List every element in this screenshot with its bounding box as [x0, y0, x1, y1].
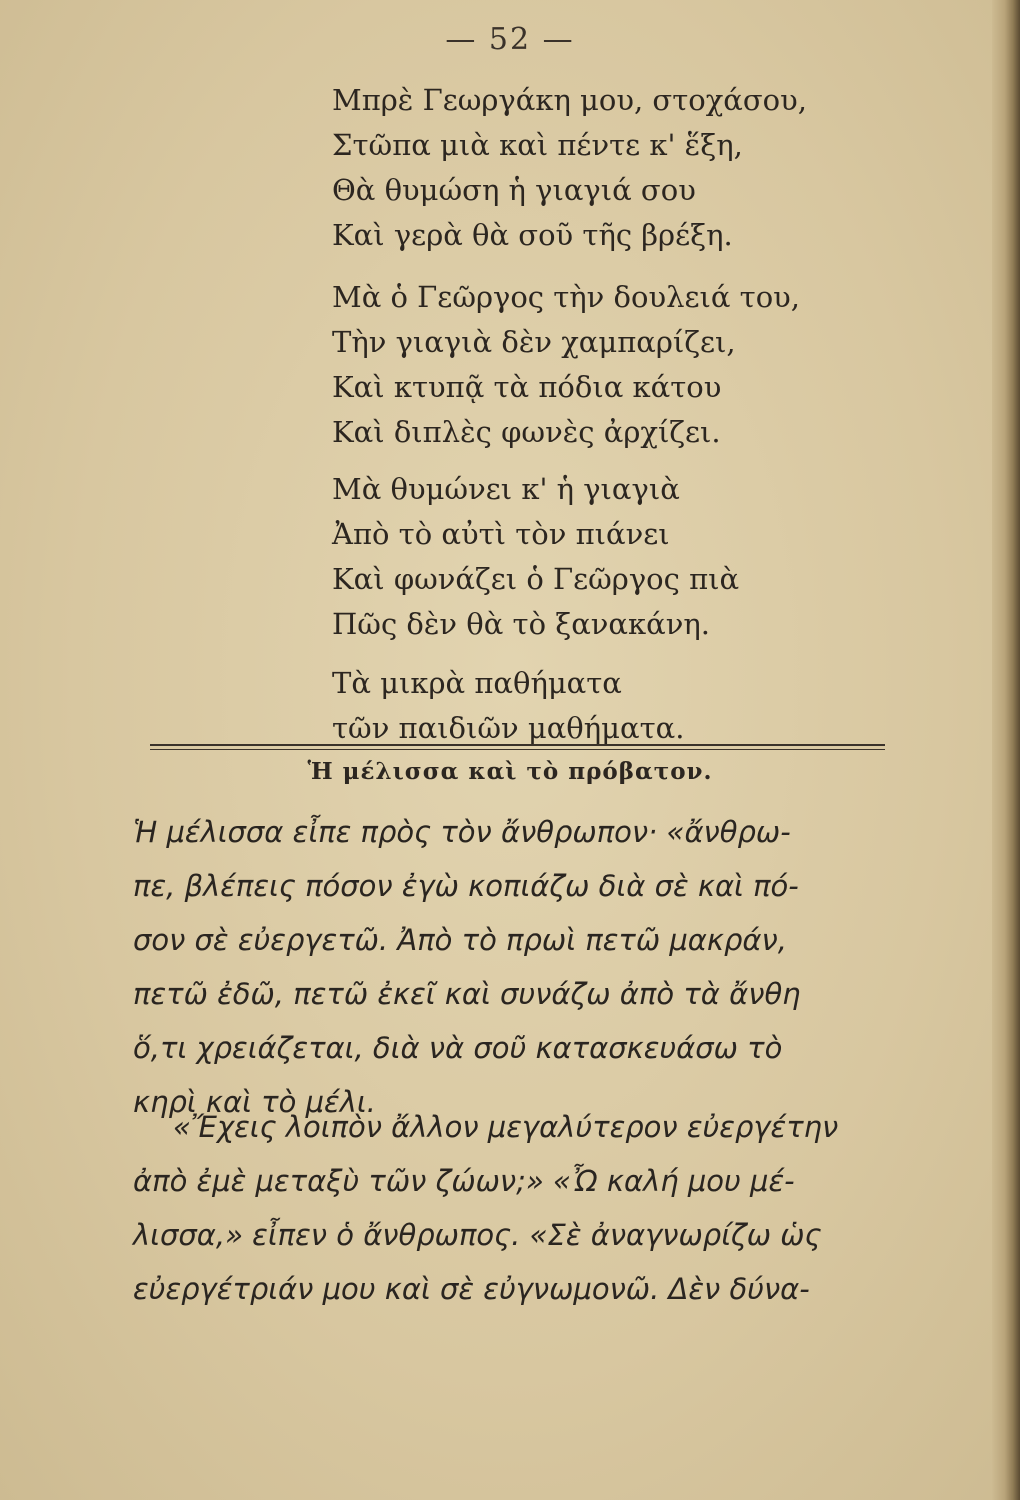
prose-line-text: κηρὶ καὶ τὸ μέλι.: [133, 1085, 376, 1119]
prose-line: [133, 913, 893, 967]
poem-stanza: [332, 275, 812, 455]
prose-line-text: ἀπὸ ἐμὲ μεταξὺ τῶν ζώων;» «Ὦ καλή μου μέ-: [133, 1164, 795, 1198]
fable-paragraph: [133, 805, 893, 1129]
prose-line: [133, 1262, 893, 1316]
poem-line: Μὰ ὁ Γεῶργος τὴν δουλειά του,: [332, 280, 801, 314]
prose-line: [133, 1100, 893, 1154]
poem-line: Πῶς δὲν θὰ τὸ ξανακάνη.: [332, 607, 710, 641]
prose-line-text: πετῶ ἐδῶ, πετῶ ἐκεῖ καὶ συνάζω ἀπὸ τὰ ἄνθη: [133, 977, 801, 1011]
poem-line: Μὰ θυμώνει κ' ἡ γιαγιὰ: [332, 472, 680, 506]
prose-line-text: σον σὲ εὐεργετῶ. Ἀπὸ τὸ πρωὶ πετῶ μακράν,: [133, 923, 787, 957]
poem-line: Καὶ κτυπᾷ τὰ πόδια κάτου: [332, 370, 722, 404]
poem-line: Θὰ θυμώση ἡ γιαγιά σου: [332, 173, 696, 207]
page-binding-edge: [992, 0, 1020, 1500]
section-divider: [150, 744, 885, 746]
prose-line-text: εὐεργέτριάν μου καὶ σὲ εὐγνωμονῶ. Δὲν δύνα-: [133, 1272, 810, 1306]
prose-line-text: ὅ,τι χρειάζεται, διὰ νὰ σοῦ κατασκευάσω τὸ: [133, 1031, 783, 1065]
fable-paragraph: [133, 1100, 893, 1316]
poem-line: Καὶ φωνάζει ὁ Γεῶργος πιὰ: [332, 562, 740, 596]
poem-stanza: [332, 78, 812, 258]
prose-line-text: λισσα,» εἶπεν ὁ ἄνθρωπος. «Σὲ ἀναγνωρίζω ὡς: [133, 1218, 822, 1252]
poem-line: Στῶπα μιὰ καὶ πέντε κ' ἕξη,: [332, 128, 743, 162]
poem-line: Ἀπὸ τὸ αὐτὶ τὸν πιάνει: [332, 517, 670, 551]
poem-line: τῶν παιδιῶν μαθήματα.: [332, 711, 685, 745]
prose-line-text: Ἡ μέλισσα εἶπε πρὸς τὸν ἄνθρωπον· «ἄνθρω-: [133, 815, 791, 849]
prose-line: [133, 1154, 893, 1208]
fable-title: Ἡ μέλισσα καὶ τὸ πρόβατον.: [307, 758, 713, 785]
prose-line: [133, 1021, 893, 1075]
prose-line-text: «Ἔχεις λοιπὸν ἄλλον μεγαλύτερον εὐεργέτην: [173, 1110, 839, 1144]
page-number: — 52 —: [445, 22, 575, 57]
poem-moral: [332, 661, 812, 751]
poem-stanza: [332, 467, 812, 647]
poem-line: Τὰ μικρὰ παθήματα: [332, 666, 622, 700]
prose-line-text: πε, βλέπεις πόσον ἐγὼ κοπιάζω διὰ σὲ καὶ πό-: [133, 869, 799, 903]
prose-line: [133, 805, 893, 859]
poem-line: Καὶ διπλὲς φωνὲς ἀρχίζει.: [332, 415, 721, 449]
section-divider-thin: [150, 749, 885, 750]
prose-line: [133, 967, 893, 1021]
prose-line: [133, 1208, 893, 1262]
poem-line: Τὴν γιαγιὰ δὲν χαμπαρίζει,: [332, 325, 736, 359]
poem-line: Καὶ γερὰ θὰ σοῦ τῆς βρέξη.: [332, 218, 733, 252]
prose-line: [133, 859, 893, 913]
poem-line: Μπρὲ Γεωργάκη μου, στοχάσου,: [332, 83, 807, 117]
